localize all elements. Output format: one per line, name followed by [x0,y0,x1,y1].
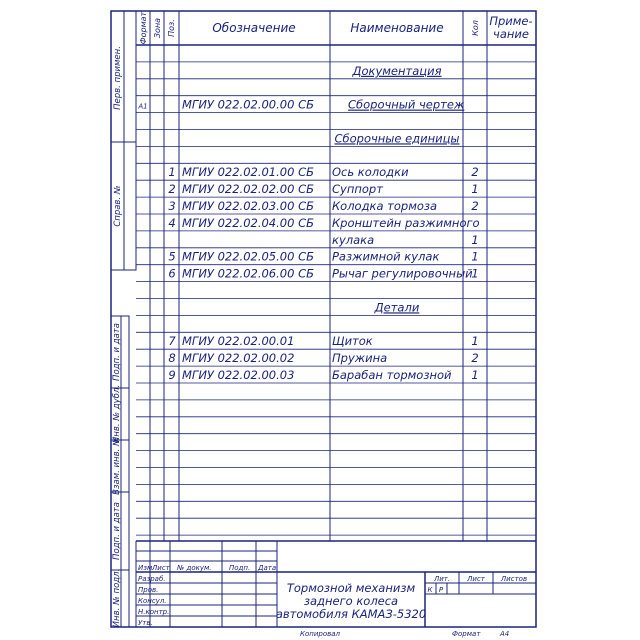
tb-podp: Подп. [229,564,251,572]
table-row [168,199,478,213]
label-podp-data-1: Подп. и дата [112,323,122,381]
cell-pos: 3 [168,199,176,213]
doc-title-line3: автомобиля КАМАЗ-5320 [275,607,427,621]
table-row [168,165,478,179]
header-format: Формат [139,11,148,45]
table-row [168,351,478,365]
label-inv-dubl: Инв. № дубл. [112,384,122,444]
table-row [168,267,478,281]
table-row [351,64,441,78]
cell-qty: 2 [471,165,479,180]
tb-prov: Пров. [138,586,159,594]
tb-list2: Лист [467,575,485,583]
footer-format-label: Формат [452,630,481,638]
cell-qty: 1 [471,249,479,264]
cell-qty: 1 [471,368,479,382]
cell-designation: МГИУ 022.02.00.02 [182,351,295,366]
sheet-border [111,11,536,627]
label-inv-podl: Инв. № подл. [112,568,122,628]
cell-name: Щиток [332,334,373,349]
header-qty: Кол [471,20,480,36]
cell-designation: МГИУ 022.02.05.00 СБ [182,249,314,264]
cell-pos: 7 [168,334,176,349]
cell-designation: МГИУ 022.02.01.00 СБ [182,165,314,180]
tb-utv: Утв. [138,619,153,627]
tb-razrab: Разраб. [138,575,166,583]
cell-pos: 1 [168,165,176,180]
cell-qty: 1 [471,266,479,281]
header-zone: Зона [153,17,162,39]
cell-pos: 5 [168,249,176,264]
tb-nkontr: Н.контр. [138,608,170,616]
tb-doc-no: № докум. [177,564,212,572]
header-note-line1: Приме- [489,14,533,28]
label-vzam-inv: Взам. инв. № [112,437,122,495]
table-row [137,98,465,112]
cell-qty: 2 [471,351,479,366]
cell-name: кулака [332,232,375,247]
tb-konsul: Консул. [138,597,167,605]
cell-name: Рычаг регулировочный [332,266,473,281]
header-designation: Обозначение [212,21,296,35]
table-row [168,182,478,196]
label-podp-data-2: Подп. и дата [112,502,122,560]
table-row [168,334,478,348]
table-row [168,368,478,382]
cell-qty: 1 [471,334,479,349]
cell-pos: 8 [168,351,176,366]
cell-pos: 2 [168,182,176,197]
cell-designation: МГИУ 022.02.06.00 СБ [182,266,314,281]
footer-format-value: А4 [500,630,510,638]
tb-lit-p: Р [438,586,444,594]
cell-qty: 1 [471,182,479,197]
header-note-line2: чание [493,27,529,41]
cell-name: Кронштейн разжимного [332,215,480,230]
spec-rows [136,62,536,535]
label-perv-primen: Перв. примен. [113,46,123,110]
header-pos: Поз. [167,19,176,37]
table-row [374,300,420,314]
cell-designation: МГИУ 022.02.03.00 СБ [182,199,314,213]
cell-name: Барабан тормозной [332,368,452,382]
cell-designation: МГИУ 022.02.00.03 [182,368,295,382]
cell-name: Колодка тормоза [332,199,438,213]
tb-izm: Изм [138,564,153,572]
cell-designation: МГИУ 022.02.00.00 СБ [182,97,314,112]
label-sprav-no: Справ. № [113,185,123,227]
cell-name: Разжимной кулак [332,249,440,264]
tb-data: Дата [258,564,277,572]
tb-listov: Листов [500,575,528,583]
cell-qty: 2 [471,199,479,213]
tb-list: Лист [152,564,170,572]
tb-lit: Лит. [433,575,451,583]
cell-name: Детали [374,300,420,315]
table-row [332,233,479,247]
cell-name: Сборочные единицы [334,131,460,146]
table-row [168,216,479,230]
cell-pos: 9 [168,368,176,382]
cell-designation: МГИУ 022.02.02.00 СБ [182,182,314,197]
cell-name: Пружина [332,351,388,366]
cell-name: Ось колодки [332,165,409,180]
table-row [168,250,478,264]
cell-name: Сборочный чертеж [348,97,465,112]
doc-title-line2: заднего колеса [303,594,399,608]
cell-qty: 1 [471,232,479,247]
footer-copied: Копировал [300,630,340,638]
table-row [334,131,459,145]
cell-designation: МГИУ 022.02.00.01 [182,334,295,349]
cell-name: Суппорт [332,182,383,197]
cell-pos: 4 [168,215,176,230]
cell-name: Документация [352,63,442,78]
cell-pos: 6 [168,266,176,281]
cell-designation: МГИУ 022.02.04.00 СБ [182,215,314,230]
tb-lit-k: К [427,586,433,594]
doc-title-line1: Тормозной механизм [286,581,416,595]
cell-format: А1 [138,102,148,111]
header-name: Наименование [350,21,444,35]
